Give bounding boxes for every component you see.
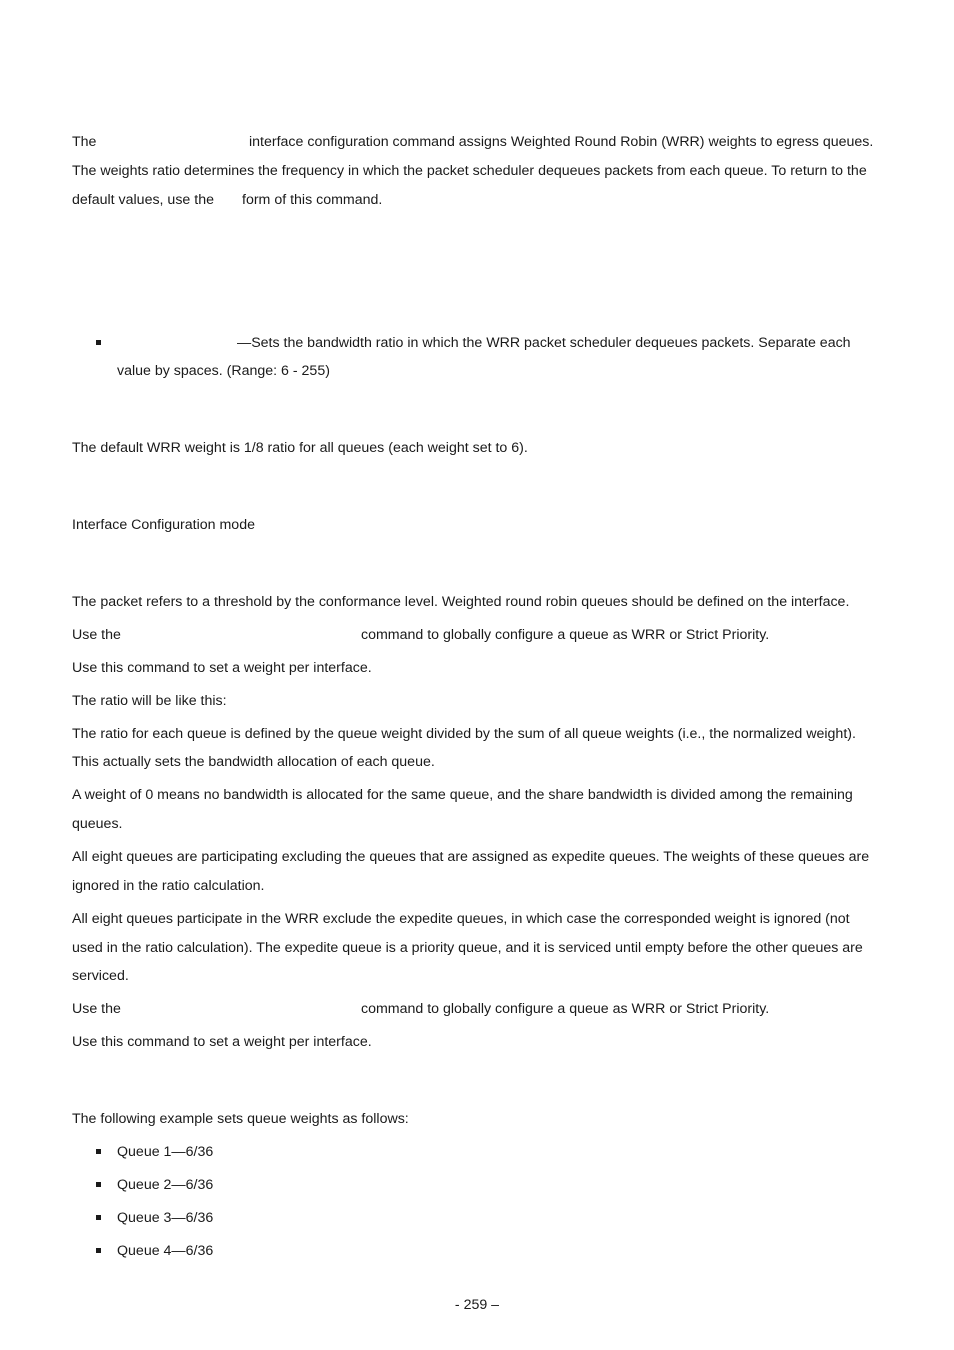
intro-line-2: The weights ratio determines the frequency in which the packet scheduler dequeues packets from each queue. To return to the bbox=[72, 163, 867, 179]
example-item: Queue 3—6/36 bbox=[117, 1210, 214, 1226]
example-item: Queue 2—6/36 bbox=[117, 1177, 214, 1193]
guideline-p10: Use this command to set a weight per interface. bbox=[72, 1034, 372, 1050]
guideline-p7-line-1: All eight queues are participating excluding the queues that are assigned as expedite queues. The weights of these queues are bbox=[72, 849, 870, 865]
intro-line-3b: form of this command. bbox=[242, 192, 383, 208]
example-intro: The following example sets queue weights as follows: bbox=[72, 1111, 409, 1127]
example-item: Queue 1—6/36 bbox=[117, 1144, 214, 1160]
syntax-bullet bbox=[96, 340, 101, 345]
guideline-p1: The packet refers to a threshold by the conformance level. Weighted round robin queues should be defined on the interface. bbox=[72, 594, 850, 610]
default-text: The default WRR weight is 1/8 ratio for all queues (each weight set to 6). bbox=[72, 440, 528, 456]
guideline-p6-line-1: A weight of 0 means no bandwidth is allocated for the same queue, and the share bandwidth is divided among the remaining bbox=[72, 787, 853, 803]
guideline-p8-line-3: serviced. bbox=[72, 968, 129, 984]
syntax-line-1: —Sets the bandwidth ratio in which the WRR packet scheduler dequeues packets. Separate each bbox=[237, 335, 851, 351]
guideline-p2b: command to globally configure a queue as WRR or Strict Priority. bbox=[361, 627, 770, 643]
intro-line-1a: The bbox=[72, 134, 97, 150]
guideline-p6-line-2: queues. bbox=[72, 816, 123, 832]
syntax-line-2: value by spaces. (Range: 6 - 255) bbox=[117, 363, 330, 379]
intro-line-1b: interface configuration command assigns Weighted Round Robin (WRR) weights to egress queues. bbox=[249, 134, 874, 150]
guideline-p7-line-2: ignored in the ratio calculation. bbox=[72, 878, 265, 894]
intro-line-3a: default values, use the bbox=[72, 192, 214, 208]
guideline-p5-line-2: This actually sets the bandwidth allocation of each queue. bbox=[72, 754, 435, 770]
guideline-p3: Use this command to set a weight per interface. bbox=[72, 660, 372, 676]
example-bullet bbox=[96, 1149, 101, 1154]
page-number: - 259 – bbox=[454, 1297, 500, 1313]
guideline-p9a: Use the bbox=[72, 1001, 121, 1017]
guideline-p4: The ratio will be like this: bbox=[72, 693, 227, 709]
guideline-p8-line-2: used in the ratio calculation). The expedite queue is a priority queue, and it is serviced until empty before the other queues are bbox=[72, 940, 863, 956]
guideline-p2a: Use the bbox=[72, 627, 121, 643]
guideline-p8-line-1: All eight queues participate in the WRR exclude the expedite queues, in which case the corresponded weight is ignored (not bbox=[72, 911, 850, 927]
example-bullet bbox=[96, 1215, 101, 1220]
example-item: Queue 4—6/36 bbox=[117, 1243, 214, 1259]
guideline-p9b: command to globally configure a queue as WRR or Strict Priority. bbox=[361, 1001, 770, 1017]
mode-text: Interface Configuration mode bbox=[72, 517, 255, 533]
example-bullet bbox=[96, 1248, 101, 1253]
guideline-p5-line-1: The ratio for each queue is defined by the queue weight divided by the sum of all queue weights (i.e., the normalized weight). bbox=[72, 726, 856, 742]
example-bullet bbox=[96, 1182, 101, 1187]
